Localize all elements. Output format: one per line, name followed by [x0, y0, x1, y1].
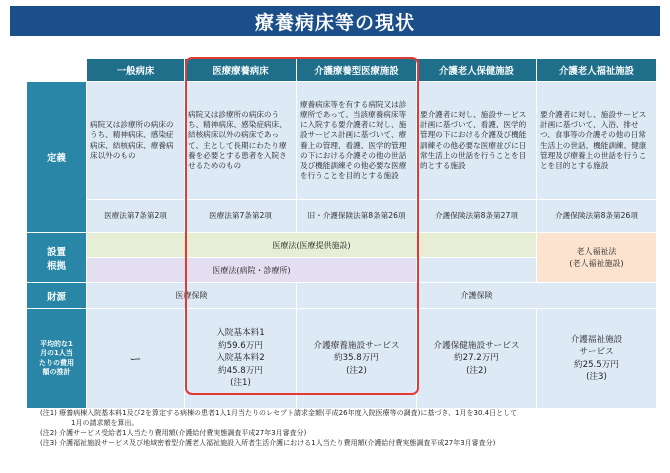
- cost-line: 約27.2万円: [454, 353, 499, 364]
- cost-line: 入院基本料1: [216, 328, 265, 339]
- facility-comparison-table: [26, 58, 657, 409]
- basis-medical-clinic: 医療法(病院・診療所): [87, 258, 417, 283]
- cost-line: 介護保健施設サービス: [433, 340, 520, 351]
- definition-welfare: 要介護者に対し、施設サービス計画に基づいて、入浴、排せつ、食事等の介護その他の日常生活上の世話、機能訓練、健康管理及び療養上の世話を行うことを目的とする施設: [537, 82, 657, 200]
- funding-care: 介護保険: [297, 283, 657, 309]
- cost-label-line: 平均的な1: [40, 339, 73, 348]
- definition-care-type: 療養病床等を有する病院又は診療所であって、当該療養病床等に入院する要介護者に対し、施設サービス計画に基づいて、療養上の管理、看護、医学的管理の下における介護その他の世話及び機能訓練その他必要な医療を行うことを目的とする施設: [297, 82, 417, 200]
- col-header-health: 介護老人保健施設: [417, 59, 537, 82]
- basis-welfare: [537, 233, 657, 283]
- footnote-3: (注3) 介護福祉施設サービス及び地域密着型介護老人福祉施設入所者生活介護における1人当たり費用額(介護給付費実態調査平成27年3月審査分): [40, 439, 496, 448]
- corner-cell: [27, 59, 87, 82]
- cost-line: (注2): [346, 365, 367, 376]
- basis-label-line2: 根拠: [47, 260, 66, 272]
- definition-health: 要介護者に対し、施設サービス計画に基づいて、看護、医学的管理の下における介護及び機能訓練その他必要な医療並びに日常生活上の世話を行うことを目的とする施設: [417, 82, 537, 200]
- cost-health: [417, 309, 537, 409]
- cost-label-line: たりの費用: [39, 358, 74, 367]
- footnote-2: (注2) 介護サービス受給者1人当たり費用額(介護給付費実態調査平成27年3月審査分): [40, 429, 307, 438]
- col-header-medical-care: 医療療養病床: [185, 59, 297, 82]
- basis-welfare-line2: (老人福祉施設): [569, 258, 624, 268]
- basis-blank: [417, 258, 537, 283]
- col-header-welfare: 介護老人福祉施設: [537, 59, 657, 82]
- cost-medical-care: [185, 309, 297, 409]
- cost-line: 約59.6万円: [218, 340, 263, 351]
- row-header-funding: 財源: [27, 283, 87, 309]
- cost-care-type: [297, 309, 417, 409]
- footnote-1-cont: 1月の請求額を算出。: [71, 419, 139, 428]
- cost-line: 約45.8万円: [218, 365, 263, 376]
- row-header-basis: [27, 233, 87, 283]
- col-header-care-type: 介護療養型医療施設: [297, 59, 417, 82]
- cost-line: 入院基本料2: [216, 353, 265, 364]
- basis-welfare-line1: 老人福祉法: [576, 246, 617, 256]
- law-medical-care: 医療法第7条第2項: [185, 200, 297, 233]
- law-welfare: 介護保険法第8条第26項: [537, 200, 657, 233]
- cost-label-line: 額の推計: [42, 367, 71, 376]
- cost-welfare: [537, 309, 657, 409]
- col-header-general: 一般病床: [87, 59, 185, 82]
- footnotes: [40, 408, 665, 449]
- row-header-definition: 定義: [27, 82, 87, 233]
- cost-line: 介護療養施設サービス: [313, 340, 400, 351]
- basis-medical-facility: 医療法(医療提供施設): [87, 233, 537, 258]
- row-header-cost: [27, 309, 87, 409]
- cost-line: (注3): [586, 371, 607, 382]
- cost-label-line: 月の1人当: [40, 349, 73, 358]
- footnote-1: (注1) 療養病棟入院基本料1及び2を算定する病棟の患者1人1月当たりのレセプト請求金額(平成26年度入院医療等の調査)に基づき、1月を30.4日として: [40, 409, 518, 417]
- definition-general: 病院又は診療所の病床のうち、精神病床、感染症病床、結核病床、療養病床以外のもの: [87, 82, 185, 200]
- cost-line: 約35.8万円: [334, 353, 379, 364]
- law-care-type: 旧・介護保険法第8条第26項: [297, 200, 417, 233]
- definition-medical-care: 病院又は診療所の病床のうち、精神病床、感染症病床、結核病床以外の病床であって、主として長期にわたり療養を必要とする患者を入院させるためのもの: [185, 82, 297, 200]
- cost-line: (注1): [230, 378, 251, 389]
- law-general: 医療法第7条第2項: [87, 200, 185, 233]
- cost-general: ー: [87, 309, 185, 409]
- funding-medical: 医療保険: [87, 283, 297, 309]
- law-health: 介護保険法第8条第27項: [417, 200, 537, 233]
- basis-label-line1: 設置: [47, 246, 66, 258]
- cost-line: 介護福祉施設: [570, 334, 623, 345]
- cost-line: (注2): [466, 365, 487, 376]
- cost-line: サービス: [579, 347, 614, 358]
- page-title: 療養病床等の現状: [10, 6, 660, 36]
- cost-line: 約25.5万円: [574, 359, 619, 370]
